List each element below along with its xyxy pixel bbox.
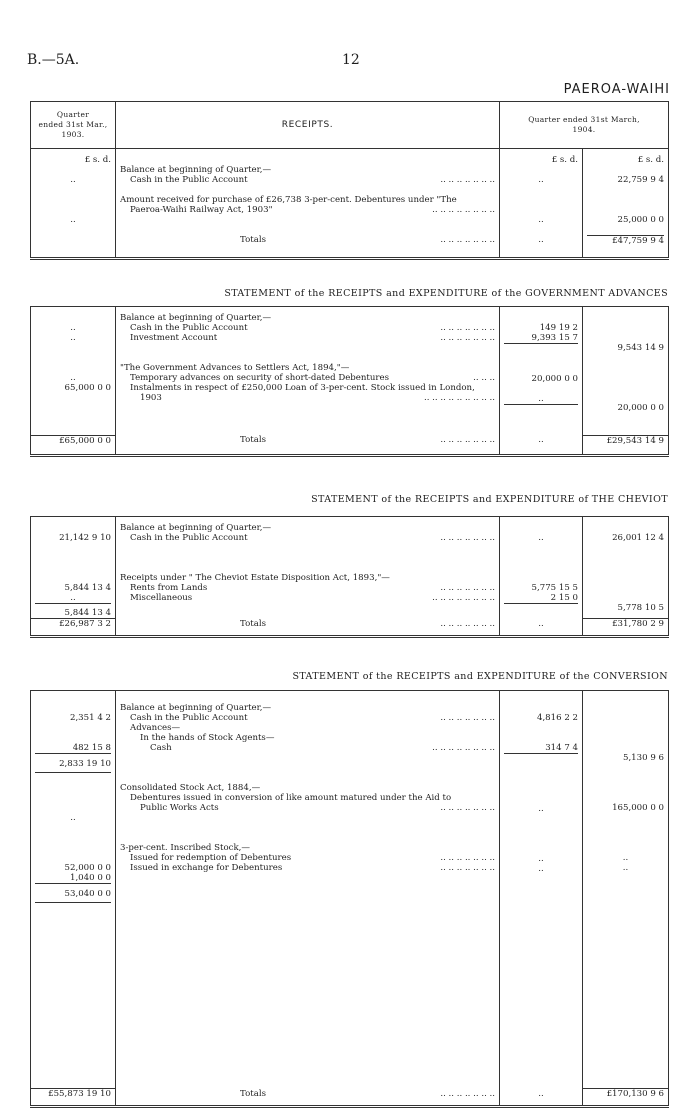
page-number: 12 — [342, 52, 360, 68]
table-cell: 4,816 2 2 314 7 4 .. .. .. — [500, 691, 583, 1089]
section-title-government-advances: STATEMENT of the RECEIPTS and EXPENDITURE of the GOVERNMENT ADVANCES — [224, 288, 668, 299]
totals-row-label: Totals .. .. .. .. .. .. .. — [116, 435, 500, 455]
receipts-table-cheviot — [30, 516, 669, 638]
receipts-table-government-advances — [30, 306, 669, 457]
column-header-quarter-1904: Quarter ended 31st March, 1904. — [500, 102, 669, 149]
table-cell: .. — [500, 1089, 583, 1107]
table-cell: £ s. d. .. .. — [500, 149, 583, 236]
totals-value: £170,130 9 6 — [583, 1089, 669, 1107]
section-title-cheviot: STATEMENT of the RECEIPTS and EXPENDITURE of THE CHEVIOT — [311, 494, 668, 505]
table-cell: £ s. d. .. .. — [31, 149, 116, 236]
totals-value: £47,759 9 4 — [583, 235, 669, 259]
table-cell: Balance at beginning of Quarter,— Cash in the Public Account .. .. .. .. .. .. .. Amount received for purchase of £26,738 3-per-cent. Debentures under "The Paeroa-Waihi Railway Act, 1903" .. .. .. .. .. .. .. .. — [116, 149, 500, 236]
table-cell: Balance at beginning of Quarter,— Cash in the Public Account .. .. .. .. .. .. .. Advances— In the hands of Stock Agents— Cash .. .. .. .. .. .. .. .. Consolidated Stock Act, 1884,— Debentures issued in conversion of like amount matured under the Aid to Public Works Acts .. .. .. .. .. .. .. 3-per-cent. Inscribed Stock,— Issued for redemption of Debentures .. .. .. .. .. .. .. Issued in exchange for Debentures .. .. .. .. .. .. .. — [116, 691, 500, 1089]
table-cell: Balance at beginning of Quarter,— Cash in the Public Account .. .. .. .. .. .. .. Receipts under " The Cheviot Estate Disposition Act, 1893,"— Rents from Lands .. .. .. .. .. .. .. Miscellaneous .. .. .. .. .. .. .. .. — [116, 517, 500, 619]
totals-value: £29,543 14 9 — [583, 435, 669, 455]
table-cell: 21,142 9 10 5,844 13 4 .. 5,844 13 4 — [31, 517, 116, 619]
receipts-table-conversion — [30, 690, 669, 1108]
table-cell — [31, 235, 116, 259]
table-cell: .. 5,775 15 5 2 15 0 — [500, 517, 583, 619]
totals-value: £26,987 3 2 — [31, 619, 116, 637]
table-cell: 2,351 4 2 482 15 8 2,833 19 10 .. 52,000 0 0 1,040 0 0 53,040 0 0 — [31, 691, 116, 1089]
totals-value: £55,873 19 10 — [31, 1089, 116, 1107]
totals-row-label: Totals .. .. .. .. .. .. .. — [116, 235, 500, 259]
column-header-quarter-1903: Quarter ended 31st Mar., 1903. — [31, 102, 116, 149]
table-cell: £ s. d. 22,759 9 4 25,000 0 0 — [583, 149, 669, 236]
totals-row-label: Totals .. .. .. .. .. .. .. — [116, 619, 500, 637]
totals-row-label: Totals .. .. .. .. .. .. .. — [116, 1089, 500, 1107]
column-header-receipts: RECEIPTS. — [116, 102, 500, 149]
table-cell: 149 19 2 9,393 15 7 20,000 0 0 .. — [500, 307, 583, 436]
table-cell: 26,001 12 4 5,778 10 5 — [583, 517, 669, 619]
table-cell: .. — [500, 619, 583, 637]
totals-value: £31,780 2 9 — [583, 619, 669, 637]
receipts-table-paeroa-waihi — [30, 101, 669, 260]
table-cell: .. — [500, 435, 583, 455]
table-cell: 5,130 9 6 165,000 0 0 .. .. — [583, 691, 669, 1089]
page-header-reference: B.—5A. — [27, 52, 80, 68]
page-running-title: PAEROA-WAIHI — [563, 82, 670, 97]
section-title-conversion: STATEMENT of the RECEIPTS and EXPENDITURE of the CONVERSION — [292, 671, 668, 682]
totals-value: £65,000 0 0 — [31, 435, 116, 455]
table-cell: .. .. .. 65,000 0 0 — [31, 307, 116, 436]
table-cell: 9,543 14 9 20,000 0 0 — [583, 307, 669, 436]
table-cell: .. — [500, 235, 583, 259]
table-cell: Balance at beginning of Quarter,— Cash in the Public Account .. .. .. .. .. .. .. Investment Account .. .. .. .. .. .. .. "The Government Advances to Settlers Act, 1894,"— Temporary advances on security of short-dated Debentures .. .. .. Instalments in respect of £250,000 Loan of 3-per-cent. Stock issued in London, 1903 .. .. .. .. .. .. .. .. .. — [116, 307, 500, 436]
